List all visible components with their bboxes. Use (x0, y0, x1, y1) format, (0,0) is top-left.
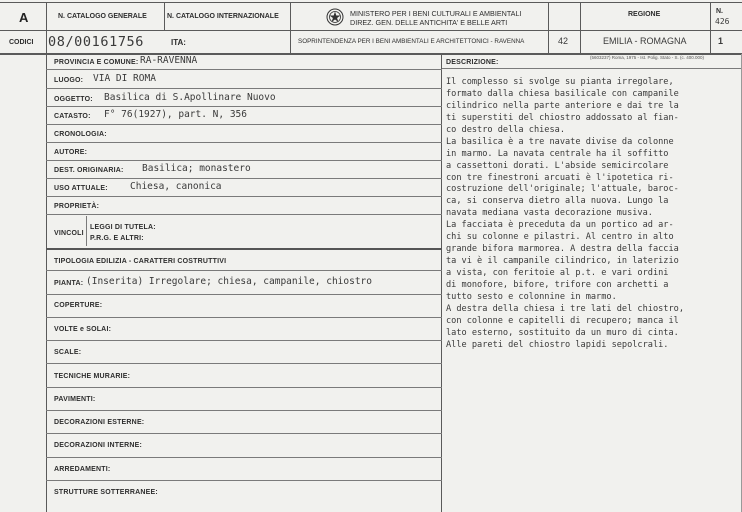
provincia-value: RA-RAVENNA (140, 55, 198, 66)
header-divider-e (580, 30, 581, 54)
row-sep (46, 160, 442, 161)
descrizione-line: co destro della chiesa. (446, 124, 565, 135)
descrizione-line: costruzione dell'originale; l'attuale, baroc- (446, 184, 679, 195)
row-sep (46, 457, 442, 458)
vincoli-label: VINCOLI (54, 230, 84, 237)
descrizione-line: ti superstiti del chiostro addossato al fian- (446, 112, 679, 123)
row-sep (46, 480, 442, 481)
header-divider-f (580, 2, 581, 31)
prg-label: P.R.G. E ALTRI: (90, 235, 144, 242)
form-code: A (19, 10, 29, 25)
row-sep (46, 88, 442, 89)
copia-value: 1 (718, 36, 724, 46)
row-sep (46, 270, 442, 271)
pianta-label: PIANTA: (54, 280, 84, 287)
numero-label: N. (716, 8, 723, 15)
descrizione-line: a cassettoni dorati. L'abside semicircolare (446, 160, 669, 171)
tipologia-label: TIPOLOGIA EDILIZIA - CARATTERI COSTRUTTIVI (54, 258, 227, 265)
header-mid-border (0, 30, 742, 31)
header-divider-c (290, 2, 291, 54)
descrizione-line: di monofore, bifore, trifore con archetti a (446, 279, 669, 290)
uso-value: Chiesa, canonica (130, 181, 222, 192)
catasto-value: F° 76(1927), part. N, 356 (104, 109, 247, 120)
print-note: (5603237) Roma, 1975 - Ist. Polig. Stato - S. (c. 400.000) (590, 55, 705, 60)
codice-value: 08/00161756 (48, 34, 145, 50)
descrizione-line: tutto sesto e colonnine in marmo. (446, 291, 617, 302)
descrizione-line: La basilica è a tre navate divise da colonne (446, 136, 674, 147)
regione-value: EMILIA - ROMAGNA (603, 36, 687, 46)
soprintendenza-text: SOPRINTENDENZA PER I BENI AMBIENTALI E ARCHITETTONICI - RAVENNA (298, 38, 525, 45)
row-sep (46, 178, 442, 179)
descrizione-line: Alle pareti del chiostro lapidi sepolcrali. (446, 339, 669, 350)
descrizione-line: con colonne e capitelli di recupero; manca il (446, 315, 679, 326)
row-sep (46, 248, 442, 250)
leggi-label: LEGGI DI TUTELA: (90, 224, 156, 231)
nct-generale-label: N. CATALOGO GENERALE (58, 13, 147, 20)
descrizione-line: cilindrico nella parte anteriore e dai tre la (446, 100, 679, 111)
pavimenti-label: PAVIMENTI: (54, 396, 96, 403)
descrizione-line: grande bifora marmorea. A destra della faccia (446, 244, 679, 255)
row-sep (46, 214, 442, 215)
row-sep (46, 124, 442, 125)
autore-label: AUTORE: (54, 149, 88, 156)
oggetto-value: Basilica di S.Apollinare Nuovo (104, 92, 276, 103)
cronologia-label: CRONOLOGIA: (54, 131, 107, 138)
coperture-label: COPERTURE: (54, 302, 103, 309)
descrizione-line: Il complesso si svolge su pianta irregolare, (446, 77, 674, 87)
header-divider-g (710, 2, 711, 54)
vincoli-divider (86, 216, 87, 246)
row-sep (46, 317, 442, 318)
descrizione-line: a vista, con feritoie al p.t. e vari ordini (446, 268, 669, 278)
row-sep (46, 363, 442, 364)
column-divider (441, 54, 442, 512)
descrizione-line: La facciata è preceduta da un portico ad ar- (446, 220, 674, 231)
tecniche-label: TECNICHE MURARIE: (54, 373, 131, 380)
descrizione-line: ta vi è il campanile cilindrico, in laterizio (446, 256, 679, 267)
row-sep (46, 340, 442, 341)
codice-soprintendenza: 42 (558, 36, 569, 46)
provincia-label: PROVINCIA E COMUNE: (54, 59, 139, 66)
descrizione-line: con tre finestroni arcuati è l'ipotetica ri- (446, 172, 674, 183)
descrizione-text (446, 77, 738, 352)
arredamenti-label: ARREDAMENTI: (54, 466, 111, 473)
descrizione-label: DESCRIZIONE: (446, 59, 499, 66)
ministero-line1: MINISTERO PER I BENI CULTURALI E AMBIENTALI (350, 9, 522, 18)
nct-internazionale-label: N. CATALOGO INTERNAZIONALE (167, 13, 279, 20)
descrizione-line: formato dalla chiesa basilicale con campanile (446, 88, 679, 99)
strutture-label: STRUTTURE SOTTERRANEE: (54, 489, 158, 496)
descrizione-line: in marmo. La navata centrale ha il soffitto (446, 148, 669, 159)
row-sep (46, 410, 442, 411)
proprieta-label: PROPRIETÀ: (54, 203, 100, 210)
ministero-line2: DIREZ. GEN. DELLE ANTICHITA' E BELLE ARTI (350, 18, 508, 27)
header-top-border (0, 2, 742, 3)
pianta-value: (Inserita) Irregolare; chiesa, campanile, chiostro (86, 276, 372, 287)
header-divider-d (548, 2, 549, 54)
emblem-icon (326, 7, 344, 27)
numero-value: 426 (715, 17, 730, 26)
header-divider-b (164, 2, 165, 31)
scale-label: SCALE: (54, 349, 82, 356)
row-sep (46, 387, 442, 388)
uso-label: USO ATTUALE: (54, 185, 108, 192)
header-divider-a (46, 2, 47, 54)
row-sep (46, 433, 442, 434)
luogo-label: LUOGO: (54, 77, 84, 84)
row-sep (46, 106, 442, 107)
oggetto-label: OGGETTO: (54, 96, 93, 103)
decor-int-label: DECORAZIONI INTERNE: (54, 442, 142, 449)
regione-label: REGIONE (628, 11, 661, 18)
dest-orig-label: DEST. ORIGINARIA: (54, 167, 124, 174)
luogo-value: VIA DI ROMA (93, 73, 156, 84)
descrizione-line: chi su colonne e pilastri. Al centro in alto (446, 232, 674, 243)
row-sep (46, 294, 442, 295)
descrizione-line: A destra della chiesa i tre lati del chiostro, (446, 303, 684, 314)
volte-label: VOLTE e SOLAI: (54, 326, 112, 333)
row-sep (46, 69, 442, 70)
descrizione-line: ca, si conserva dietro alla nuova. Lungo la (446, 196, 669, 207)
catasto-label: CATASTO: (54, 113, 91, 120)
descrizione-line: lato esterno, sostituito da un muro di cinta. (446, 327, 679, 338)
descrizione-line: navata mediana vasta decorazione musiva. (446, 208, 653, 219)
row-sep (46, 196, 442, 197)
descrizione-rule (442, 68, 741, 69)
ita-label: ITA: (171, 38, 186, 47)
dest-orig-value: Basilica; monastero (142, 163, 251, 174)
codici-label: CODICI (9, 39, 34, 46)
decor-est-label: DECORAZIONI ESTERNE: (54, 419, 145, 426)
left-margin-line (46, 54, 47, 512)
row-sep (46, 142, 442, 143)
